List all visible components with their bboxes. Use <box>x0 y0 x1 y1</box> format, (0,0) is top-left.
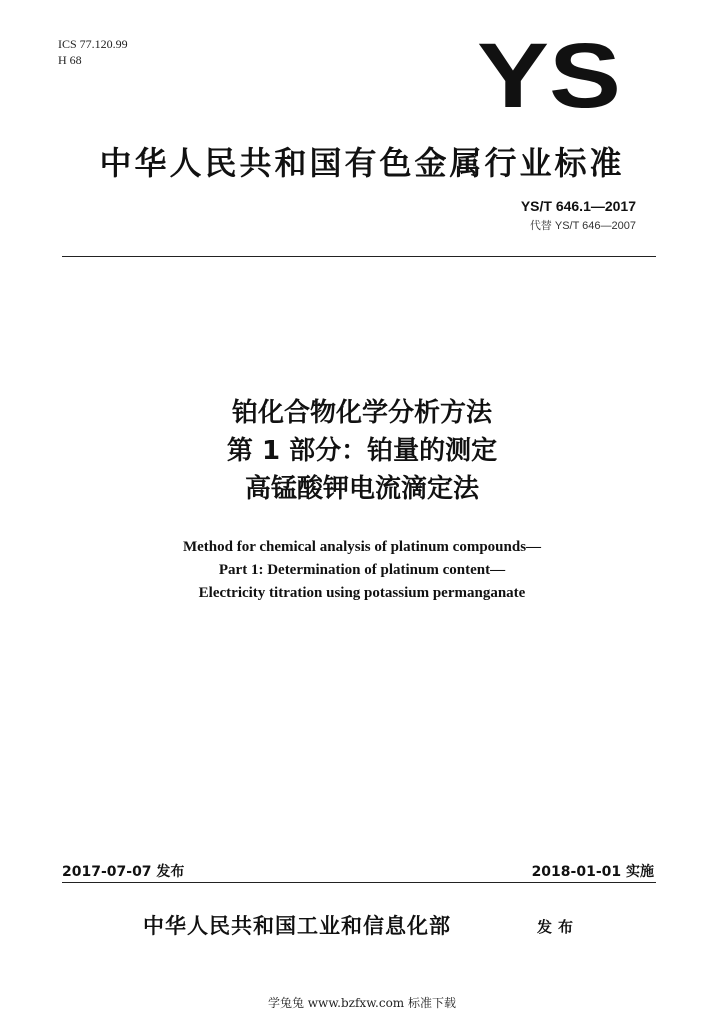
industry-standard-title: 中华人民共和国有色金属行业标准 <box>99 144 625 182</box>
english-title-line-3: Electricity titration using potassium permanganate <box>198 585 526 601</box>
chinese-title-line-3: 高锰酸钾电流滴定法 <box>244 474 479 504</box>
bottom-divider <box>62 882 656 883</box>
standard-number: YS/T 646.1—2017 <box>520 198 636 214</box>
issue-label: 发布 <box>537 918 580 936</box>
implementation-date: 2018-01-01 实施 <box>531 864 654 880</box>
ics-code: ICS 77.120.99 <box>58 37 128 51</box>
ccs-code: H 68 <box>58 53 82 67</box>
chinese-title-line-2: 第 1 部分：铂量的测定 <box>226 436 498 466</box>
classification-codes <box>58 36 128 68</box>
issue-date: 2017-07-07 发布 <box>62 864 185 880</box>
english-title-line-1: Method for chemical analysis of platinum compounds— <box>182 539 542 555</box>
replaced-standard: 代替 YS/T 646—2007 <box>529 220 636 232</box>
english-title <box>0 536 724 605</box>
chinese-title <box>0 394 724 508</box>
issuing-authority: 中华人民共和国工业和信息化部 <box>143 913 451 938</box>
ys-logo-text: YS <box>477 36 621 114</box>
ys-logo <box>476 36 622 114</box>
english-title-line-2: Part 1: Determination of platinum content— <box>218 562 506 578</box>
top-divider <box>62 256 656 257</box>
footer-watermark-text: 学兔兔 www.bzfxw.com 标准下载 <box>267 996 457 1010</box>
chinese-title-line-1: 铂化合物化学分析方法 <box>231 398 492 428</box>
